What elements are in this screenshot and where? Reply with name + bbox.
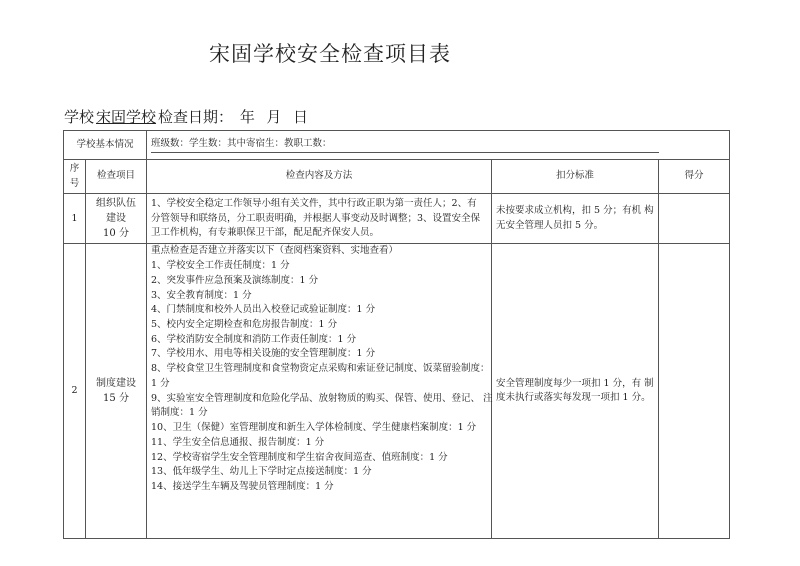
row-item-name: 组织队伍 建设: [96, 198, 136, 225]
list-item: 1、学校安全工作责任制度：1 分: [151, 260, 290, 272]
table-row: [64, 244, 730, 539]
list-item: 9、实验室安全管理制度和危险化学品、放射物质的购买、保管、使用、登记、 注: [151, 392, 493, 404]
row-content: [147, 244, 492, 539]
basic-info-text: 班级数：学生数：其中寄宿生：教职工数：: [151, 137, 659, 154]
year-label: 年: [239, 108, 255, 126]
list-item: 12、学校寄宿学生安全管理制度和学生宿舍夜间巡查、值班制度：1 分: [151, 451, 448, 463]
list-item: 6、学校消防安全制度和消防工作责任制度：1 分: [151, 333, 357, 345]
basic-info-content: [147, 131, 730, 160]
row-item-points: 15 分: [103, 393, 129, 405]
list-item: 7、学校用水、用电等相关设施的安全管理制度：1 分: [151, 348, 376, 360]
list-item: 1 分: [151, 377, 170, 389]
school-name: 宋固学校: [96, 108, 157, 126]
list-item: 14、接送学生车辆及驾驶员管理制度：1 分: [151, 480, 334, 492]
row-no: 1: [64, 194, 86, 244]
row-standard: 未按要求成立机构，扣 5 分；有机 构无安全管理人员扣 5 分。: [492, 194, 659, 244]
header-no: 序号: [64, 160, 86, 194]
row-no: 2: [64, 244, 86, 539]
list-item: 8、学校食堂卫生管理制度和食堂物资定点采购和索证登记制度、饭菜留验制度：: [151, 363, 490, 375]
list-item: 5、校内安全定期检查和危房报告制度：1 分: [151, 319, 338, 331]
day-label: 日: [292, 108, 308, 126]
list-item: 13、低年级学生、幼儿上下学时定点接送制度：1 分: [151, 466, 372, 478]
school-label: 学校: [64, 108, 95, 126]
header-content: 检查内容及方法: [147, 160, 492, 194]
row-standard: 安全管理制度每少一项扣 1 分，有 制度未执行或落实每发现一项扣 1 分。: [492, 244, 659, 539]
row-content-intro: 重点检查是否建立并落实以下（查阅档案资料、实地查看）: [151, 245, 399, 257]
list-item: 3、安全教育制度：1 分: [151, 289, 252, 301]
inspection-table: [63, 130, 730, 539]
header-standard: 扣分标准: [492, 160, 659, 194]
month-label: 月: [266, 108, 282, 126]
table-row: [64, 194, 730, 244]
list-item: 11、学生安全信息通报、报告制度：1 分: [151, 436, 325, 448]
basic-info-row: [64, 131, 730, 160]
header-score: 得分: [659, 160, 730, 194]
inspection-meta: [64, 106, 310, 127]
row-score[interactable]: [659, 194, 730, 244]
row-score[interactable]: [659, 244, 730, 539]
list-item: 销制度：1 分: [151, 407, 208, 419]
list-item: 2、突发事件应急预案及演练制度：1 分: [151, 274, 319, 286]
row-item-name: 制度建设: [96, 378, 136, 390]
list-item: 4、门禁制度和校外人员出入校登记或验证制度：1 分: [151, 304, 376, 316]
row-content: 1、学校安全稳定工作领导小组有关文件，其中行政正职为第一责任人；2、有 分管领导和联络员，分工职责明确，并根据人事变动及时调整；3、设置安全保 卫工作机构，有专兼职保卫干部，配足配齐保安人员。: [147, 194, 492, 244]
list-item: 10、卫生（保健）室管理制度和新生入学体检制度、学生健康档案制度：1 分: [151, 422, 477, 434]
row-item: [86, 194, 147, 244]
row-item-points: 10 分: [103, 228, 129, 240]
header-item: 检查项目: [86, 160, 147, 194]
header-row: [64, 160, 730, 194]
date-label: 检查日期：: [158, 108, 234, 126]
page-title: 宋固学校安全检查项目表: [209, 42, 451, 66]
basic-info-label: 学校基本情况: [64, 131, 147, 160]
row-item: [86, 244, 147, 539]
